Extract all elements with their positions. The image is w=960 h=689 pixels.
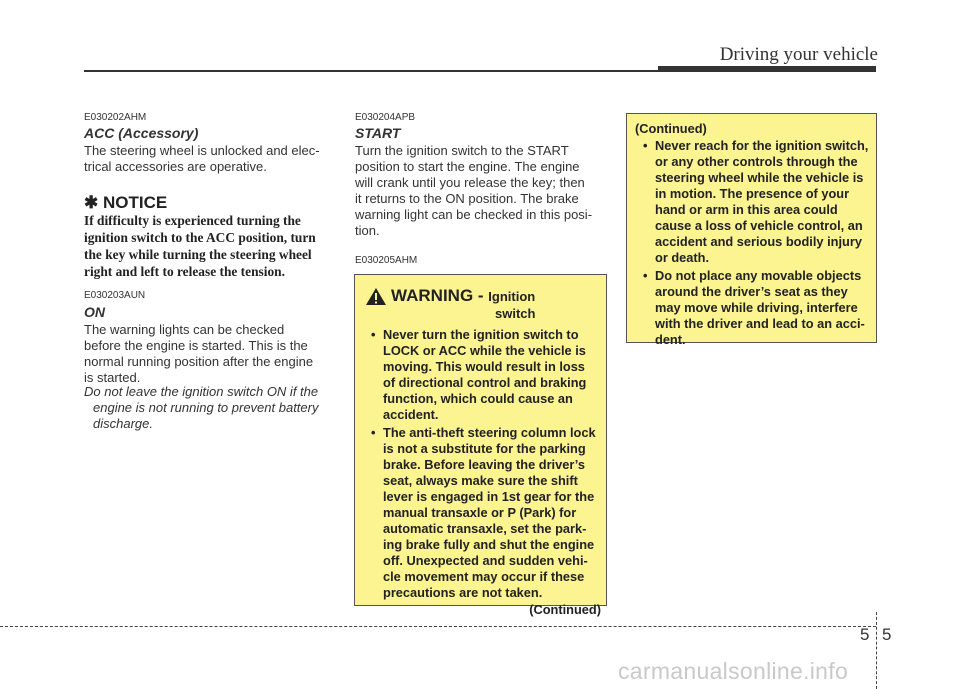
warning-subtitle: switch: [495, 306, 536, 321]
notice-body: If difficulty is experienced turning the ignition switch to the ACC position, turn the key while turning the steering wheel right and left to release the tension.: [84, 213, 316, 279]
header-accent-bar: [658, 66, 876, 72]
on-description: The warning lights can be checked before the engine is started. This is the normal running position after the engine is started.: [84, 322, 314, 385]
notice-cross-icon: ✱: [84, 193, 99, 212]
warning-heading: WARNING - Ignition: [391, 286, 536, 305]
continued-list: [635, 138, 871, 349]
list-item: • Never reach for the ignition switch, or any other controls through the steering wheel while the vehicle is in motion. The presence of your hand or arm in this area could cause a loss of vehicle control, an accident and serious bodily injury or death.: [643, 138, 869, 265]
list-item: • Do not place any movable objects around the driver’s seat as they may move while driving, interfere with the driver and lead to an acci- dent.: [643, 268, 865, 347]
footer-rule: [0, 626, 876, 627]
page-header-title: Driving your vehicle: [719, 44, 878, 65]
on-caution-text: Do not leave the ignition switch ON if the engine is not running to prevent battery discharge.: [84, 384, 319, 431]
start-description: Turn the ignition switch to the START position to start the engine. The engine will crank until you release the key; then it returns to the ON position. The brake warning light can be checked in this posi- tion.: [355, 143, 593, 238]
warning-triangle-icon: [365, 287, 387, 311]
warning-continued-label: (Continued): [529, 602, 601, 617]
watermark: carmanualsonline.info: [618, 658, 849, 684]
start-heading: START: [355, 125, 401, 141]
warning-box: [354, 274, 607, 617]
footer-divider: [876, 612, 877, 689]
notice-heading: ✱ NOTICE: [84, 193, 168, 212]
acc-description: The steering wheel is unlocked and elec- trical accessories are operative.: [84, 143, 320, 174]
list-item: • Never turn the ignition switch to LOCK or ACC while the vehicle is moving. This would result in loss of directional control and braking function, which could cause an accident.: [371, 327, 587, 422]
section-code-acc: E030202AHM: [84, 112, 147, 123]
page-number: 5: [882, 625, 892, 644]
section-code-on: E030203AUN: [84, 290, 146, 301]
continued-warning-box: [626, 113, 877, 347]
section-code-start: E030204APB: [355, 112, 416, 123]
on-heading: ON: [84, 304, 105, 320]
acc-heading: ACC (Accessory): [84, 125, 199, 141]
section-code-warning: E030205AHM: [355, 255, 418, 266]
list-item: • The anti-theft steering column lock is not a substitute for the parking brake. Before leaving the driver’s seat, always make sure the shift lever is engaged in 1st gear for the manual transaxle or P (Park) for automatic transaxle, set the park- ing brake fully and shut the engine off. Unexpected and sudden vehi- cle movement may occur if these precautions are not taken.: [371, 425, 596, 600]
continued-header: (Continued): [635, 121, 707, 136]
warning-list: [363, 327, 601, 618]
chapter-number: 5: [860, 625, 870, 644]
